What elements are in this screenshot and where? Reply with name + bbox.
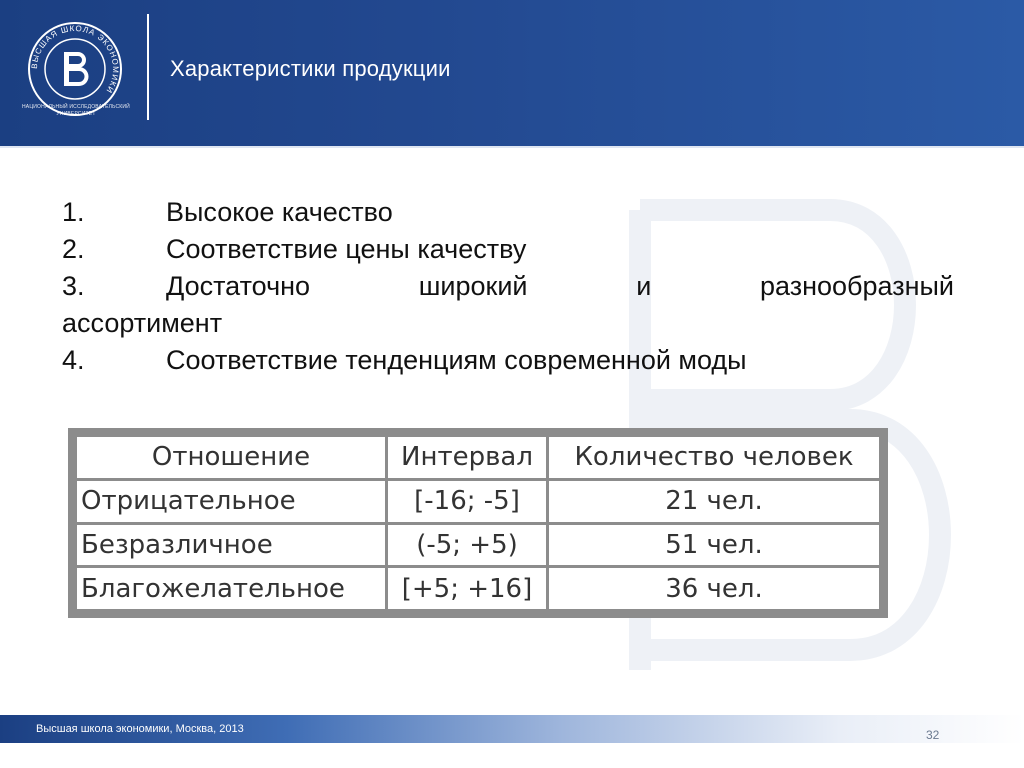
table-header-row: [76, 436, 881, 480]
header-cell: Отношение: [76, 436, 387, 480]
slide-footer: [0, 715, 1024, 743]
attitude-table-frame: [68, 428, 888, 618]
table-row: [76, 479, 881, 523]
list-text: Соответствие тенденциям современной моды: [166, 345, 747, 375]
header-divider: [147, 14, 149, 120]
list-text: Высокое качество: [166, 197, 393, 227]
list-number: 2.: [62, 234, 85, 264]
header-underline: [0, 146, 1024, 148]
page-number: 32: [926, 728, 940, 742]
table-cell: 36 чел.: [548, 567, 881, 611]
list-text: Соответствие цены качеству: [166, 234, 527, 264]
table-cell: [+5; +16]: [387, 567, 548, 611]
list-continuation: ассортимент: [62, 308, 223, 338]
list-item: [62, 342, 954, 379]
list-text: Достаточно широкий и разнообразный: [166, 271, 954, 301]
header-cell: Интервал: [387, 436, 548, 480]
list-item: [62, 268, 954, 305]
attitude-table: [74, 434, 882, 612]
list-number: 3.: [62, 271, 85, 301]
slide-header: [0, 0, 1024, 146]
table-cell: 21 чел.: [548, 479, 881, 523]
list-number: 1.: [62, 197, 85, 227]
table-cell: 51 чел.: [548, 523, 881, 567]
footer-text: Высшая школа экономики, Москва, 2013: [36, 723, 244, 735]
characteristics-list: [62, 194, 954, 379]
header-cell: Количество человек: [548, 436, 881, 480]
logo-caption: НАЦИОНАЛЬНЫЙ ИССЛЕДОВАТЕЛЬСКИЙ УНИВЕРСИТЕТ: [22, 104, 130, 117]
table-cell: Благожелательное: [76, 567, 387, 611]
table-cell: Отрицательное: [76, 479, 387, 523]
list-item: [62, 231, 954, 268]
list-item: [62, 194, 954, 231]
table-cell: [-16; -5]: [387, 479, 548, 523]
slide-title: Характеристики продукции: [170, 56, 451, 81]
table-row: [76, 523, 881, 567]
table-cell: (-5; +5): [387, 523, 548, 567]
list-number: 4.: [62, 345, 85, 375]
table-cell: Безразличное: [76, 523, 387, 567]
logo-ring-text: ВЫСШАЯ ШКОЛА ЭКОНОМИКИ: [29, 23, 121, 96]
table-row: [76, 567, 881, 611]
